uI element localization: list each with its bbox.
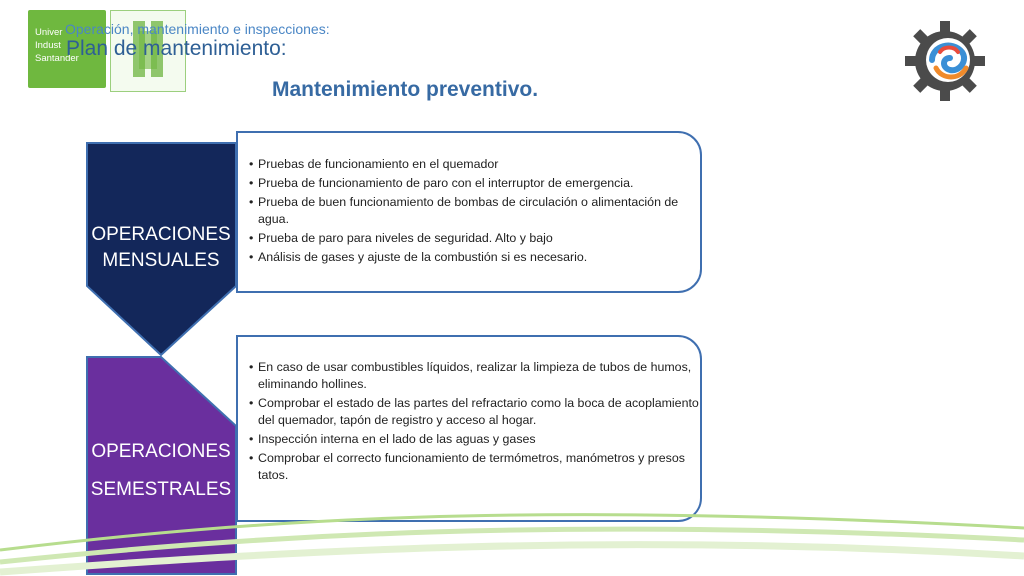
label-line: OPERACIONES [91, 224, 231, 245]
section-label-mensuales [86, 222, 236, 274]
plan-heading: Plan de mantenimiento: [66, 37, 287, 60]
label-line: MENSUALES [102, 250, 220, 271]
list-item: • Inspección interna en el lado de las aguas y gases [250, 431, 700, 448]
page-title: Mantenimiento preventivo. [272, 78, 539, 101]
decorative-wave [0, 480, 1024, 576]
list-item: • Pruebas de funcionamiento en el quemador [250, 156, 700, 173]
label-line: SEMESTRALES [90, 479, 232, 500]
list-item: • Comprobar el correcto funcionamiento de termómetros, manómetros y presos tatos. [250, 450, 700, 484]
logo-line: Indust [35, 40, 61, 51]
list-item: • Prueba de buen funcionamiento de bombas de circulación o alimentación de agua. [250, 194, 700, 228]
semestrales-list [238, 359, 700, 484]
label-line: OPERACIONES [91, 441, 231, 462]
logo-line: Univer [35, 27, 63, 38]
list-item: • En caso de usar combustibles líquidos, realizar la limpieza de tubos de humos, eliminando hollines. [250, 359, 700, 393]
section-kicker: Operación, mantenimiento e inspecciones: [65, 21, 330, 37]
list-item: • Comprobar el estado de las partes del refractario como la boca de acoplamiento del quemador, tapón de registro y acceso al hogar. [250, 395, 700, 429]
list-item: • Prueba de paro para niveles de seguridad. Alto y bajo [250, 230, 700, 247]
list-item: • Prueba de funcionamiento de paro con el interruptor de emergencia. [250, 175, 700, 192]
mensuales-box [236, 131, 702, 293]
list-item: • Análisis de gases y ajuste de la combustión si es necesario. [250, 249, 700, 266]
logo-line: Santander [35, 53, 79, 64]
mensuales-list [238, 156, 700, 266]
